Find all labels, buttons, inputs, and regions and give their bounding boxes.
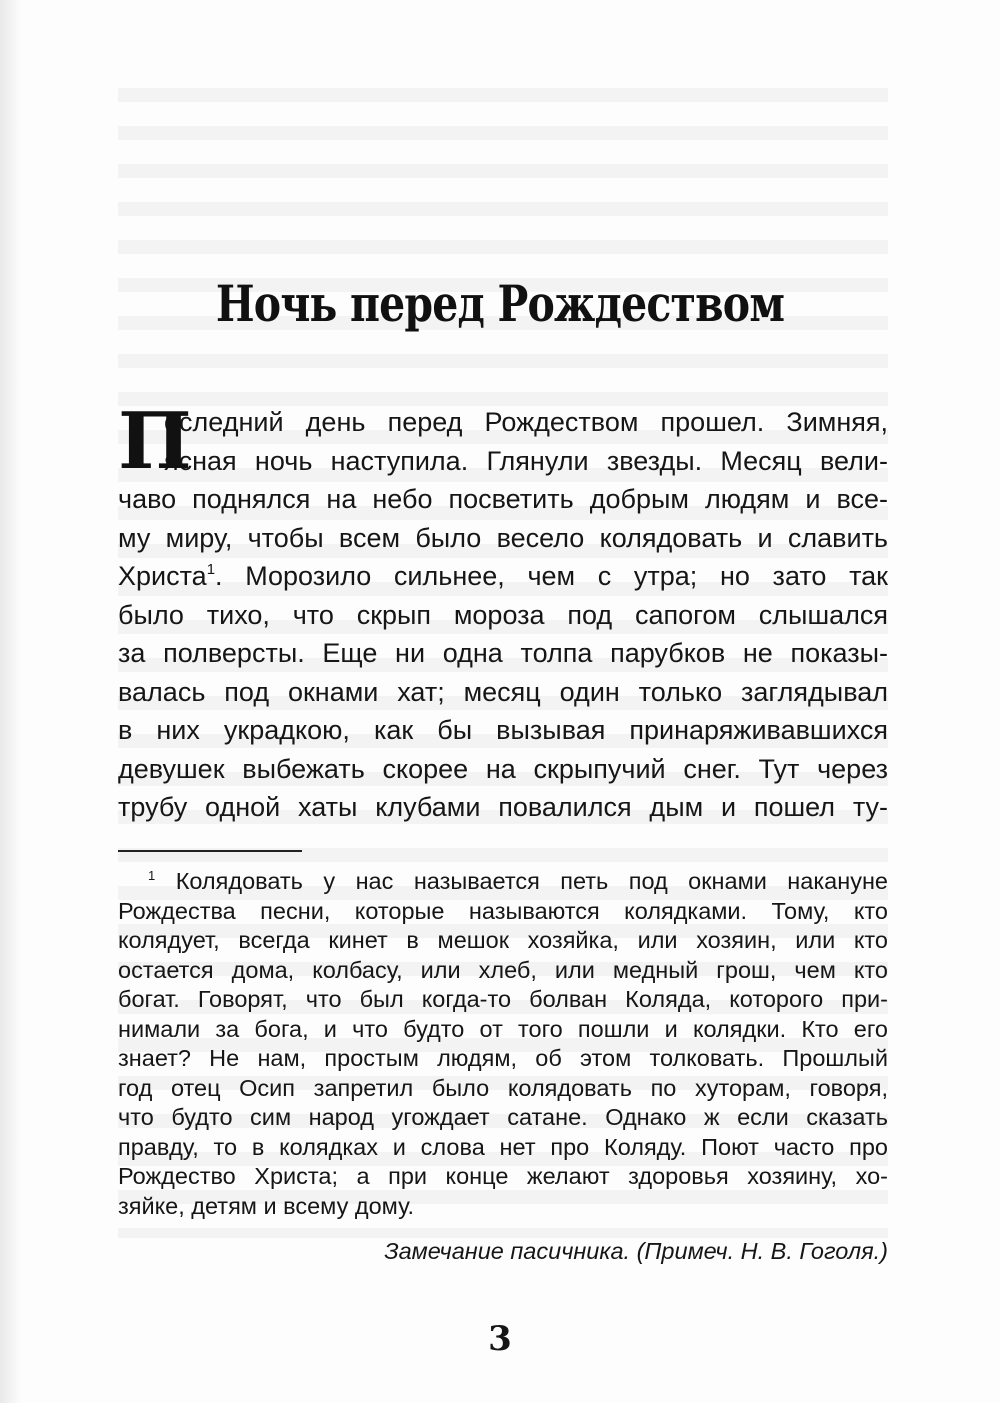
main-text-line: му миру, чтобы всем было весело колядовать и славить [118,522,888,553]
main-text-line: трубу одной хаты клубами повалился дым и пошел ту- [118,792,888,822]
main-text-fragment: . Морозило сильнее, чем с утра; но зато так [215,561,888,591]
footnote-text-fragment: Колядовать у нас называется петь под окнами накануне [175,868,888,894]
footnote [118,867,888,1221]
footnote-line: знает? Не нам, простым людям, об этом толковать. Прошлый [118,1045,888,1071]
main-text-line: ясная ночь наступила. Глянули звезды. Месяц вели- [164,445,888,476]
main-text-line: оследний день перед Рождеством прошел. Зимняя, [164,407,888,437]
footnote-line: остается дома, колбасу, или хлеб, или медный грош, чем кто [118,956,888,983]
main-text-line: девушек выбежать скорее на скрыпучий снег. Тут через [118,753,888,784]
chapter-title: Ночь перед Рождеством [215,274,785,333]
footnote-signature: Замечание пасичника. (Примеч. Н. В. Гоголя.) [384,1238,888,1264]
main-text-line: за полверсты. Еще ни одна толпа парубков не показы- [118,638,888,668]
footnote-line: правду, то в колядках и слова нет про Коляду. Поют часто про [118,1133,888,1160]
page-number: 3 [488,1319,512,1359]
footnote-marker: 1 [148,868,156,883]
footnote-line: Рождество Христа; а при конце желают здоровья хозяину, хо- [118,1163,888,1189]
main-text-line: валась под окнами хат; месяц один только заглядывал [118,676,888,707]
footnote-line: богат. Говорят, что был когда-то болван Коляда, которого при- [118,986,888,1012]
footnote-line: год отец Осип запретил было колядовать по хуторам, говоря, [118,1074,888,1101]
main-text-line [118,557,888,596]
drop-cap: П [118,396,192,487]
footnote-reference: 1 [206,561,216,578]
main-text [118,396,888,827]
main-text-line: чаво поднялся на небо посветить добрым людям и все- [118,484,888,514]
main-text-line: в них украдкою, как бы вызывая принаряживавшихся [118,715,888,745]
page-edge-shadow [0,0,22,1403]
footnote-line: зяйке, детям и всему дому. [118,1192,414,1219]
footnote-line: Рождества песни, которые называются колядками. Тому, кто [118,897,888,924]
main-text-fragment: Христа [118,561,207,591]
footnote-line: колядует, всегда кинет в мешок хозяйка, или хозяин, или кто [118,927,888,953]
main-text-line: было тихо, что скрып мороза под сапогом слышался [118,599,888,630]
footnote-line: что будто сим народ угождает сатане. Однако ж если сказать [118,1104,888,1130]
footnote-line [118,867,888,897]
footnote-divider [118,850,302,852]
footnote-line: нимали за бога, и что будто от того пошли и колядки. Кто его [118,1015,888,1042]
